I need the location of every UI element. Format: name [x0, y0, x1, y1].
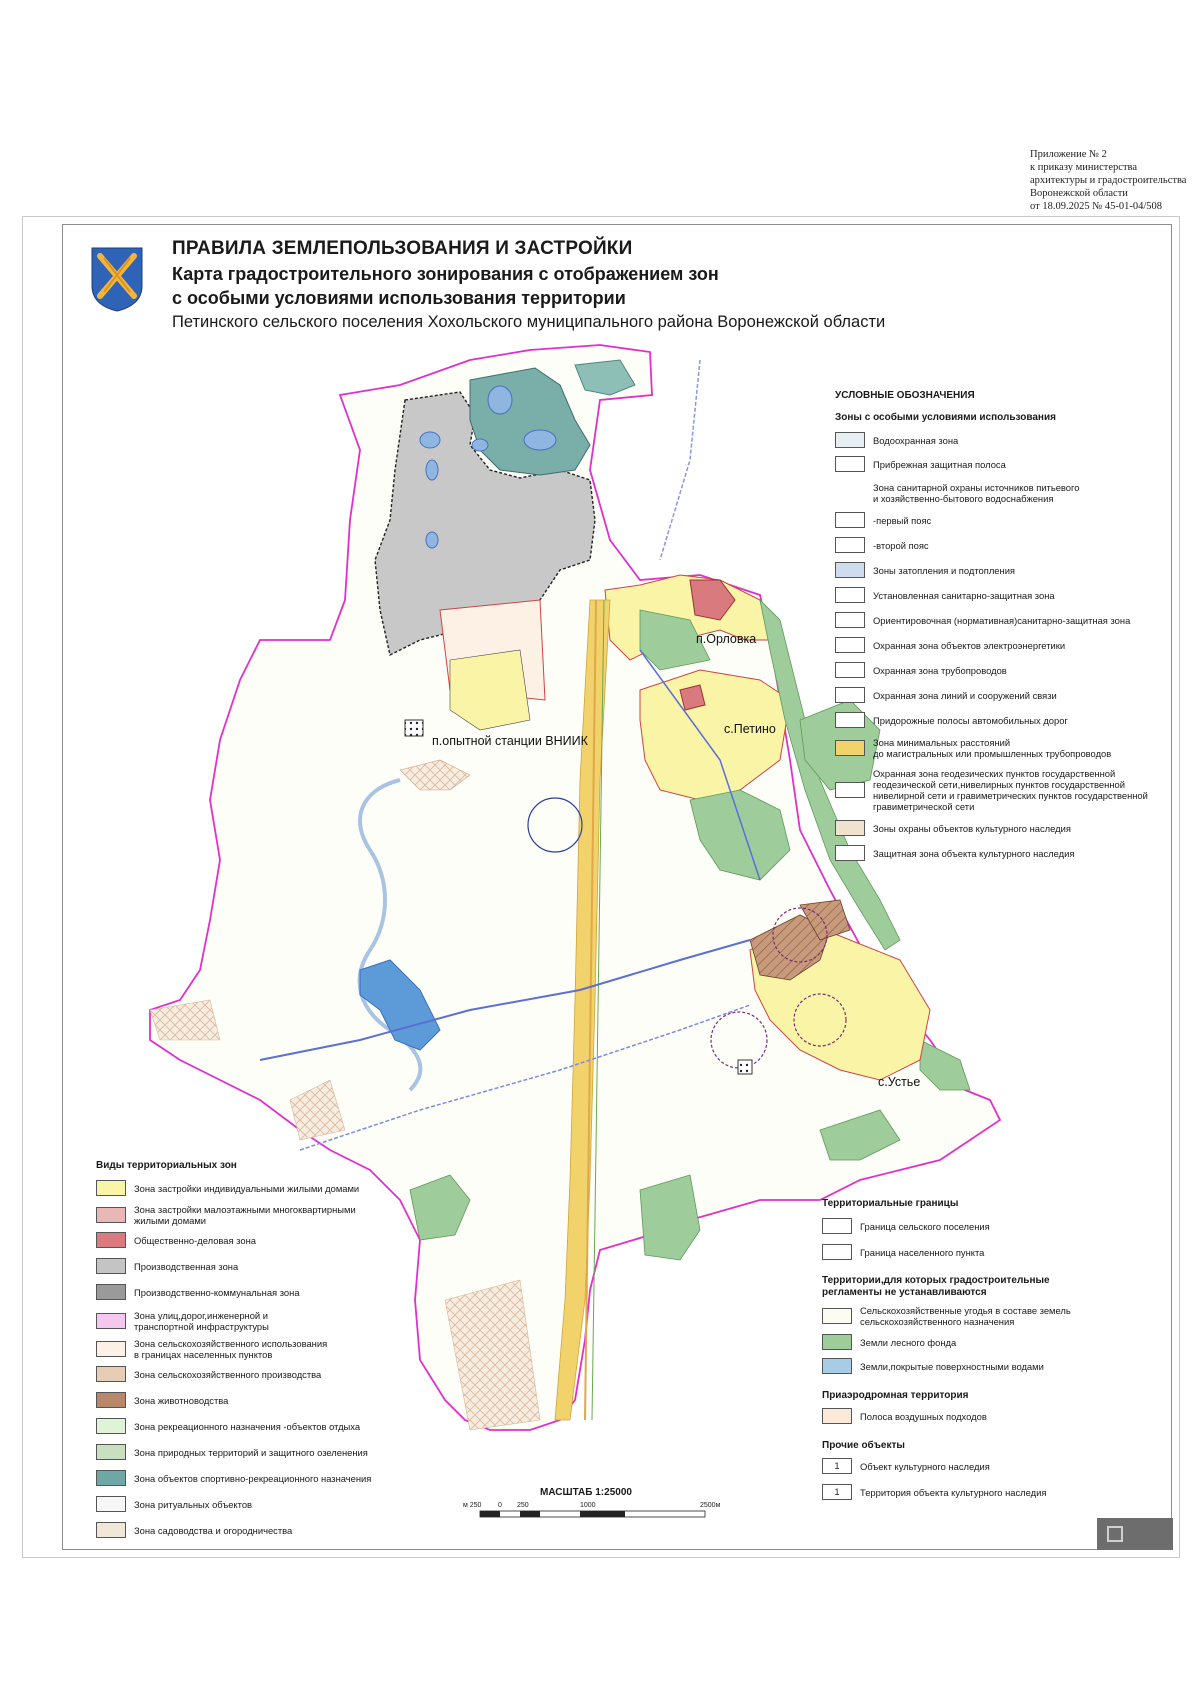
- legend-label: Зона природных территорий и защитного озеленения: [134, 1446, 368, 1458]
- legend-swatch: [96, 1232, 126, 1248]
- legend-title: УСЛОВНЫЕ ОБОЗНАЧЕНИЯ: [835, 390, 975, 401]
- legend-label: Производственно-коммунальная зона: [134, 1286, 300, 1298]
- legend-item: [96, 1310, 269, 1332]
- scale-title: МАСШТАБ 1:25000: [540, 1487, 632, 1498]
- legend-item: [822, 1358, 1044, 1374]
- legend-swatch: [96, 1444, 126, 1460]
- legend-label: Зона объектов спортивно-рекреационного назначения: [134, 1472, 372, 1484]
- legend-swatch: [835, 432, 865, 448]
- coat-of-arms: [90, 246, 144, 312]
- legend-item: [835, 537, 929, 553]
- legend-swatch: [96, 1313, 126, 1329]
- legend-item: [96, 1232, 256, 1248]
- legend-item: [835, 512, 931, 528]
- legend-swatch: [96, 1392, 126, 1408]
- place-label-ustye: с.Устье: [878, 1075, 921, 1089]
- legend-item: [835, 587, 1055, 603]
- legend-label: Зона минимальных расстояний до магистральных или промышленных трубопроводов: [873, 737, 1112, 759]
- legend-item: [96, 1470, 371, 1486]
- legend-swatch: [835, 485, 865, 501]
- legend-bounds-title: Территориальные границы: [822, 1198, 959, 1209]
- legend-swatch: 1: [822, 1484, 852, 1500]
- legend-label: Зона застройки малоэтажными многоквартирными жилыми домами: [134, 1204, 356, 1226]
- scale-label: м 250: [463, 1502, 482, 1509]
- legend-unregulated-title: Территории,для которых градостроительные регламенты не устанавливаются: [822, 1275, 1050, 1298]
- legend-label: Сельскохозяйственные угодья в составе земель сельскохозяйственного назначения: [860, 1305, 1071, 1327]
- legend-swatch: [835, 820, 865, 836]
- legend-label: Производственная зона: [134, 1260, 239, 1272]
- legend-item: [835, 820, 1071, 836]
- legend-swatch: [96, 1496, 126, 1512]
- legend-swatch: [822, 1358, 852, 1374]
- legend-label: Земли,покрытые поверхностными водами: [860, 1360, 1044, 1372]
- legend-label: Зона садоводства и огородничества: [134, 1524, 293, 1536]
- legend-label: Защитная зона объекта культурного наследия: [873, 847, 1075, 859]
- legend-label: -второй пояс: [873, 539, 929, 551]
- scale-label: 1000: [580, 1502, 596, 1509]
- legend-item: [822, 1218, 990, 1234]
- legend-label: Зона застройки индивидуальными жилыми домами: [134, 1182, 360, 1194]
- legend-item: [96, 1366, 321, 1382]
- legend-swatch: [835, 456, 865, 472]
- legend-item: [96, 1522, 292, 1538]
- legend-label: Прибрежная защитная полоса: [873, 458, 1006, 470]
- legend-swatch: [835, 612, 865, 628]
- legend-item: [96, 1444, 368, 1460]
- legend-label: Зоны охраны объектов культурного наследия: [873, 822, 1071, 834]
- legend-item: [96, 1204, 356, 1226]
- legend-swatch: [835, 687, 865, 703]
- legend-item: [835, 768, 1148, 812]
- legend-item: [835, 562, 1015, 578]
- legend-swatch: [96, 1341, 126, 1357]
- legend-item: [822, 1484, 1046, 1500]
- legend-swatch: [835, 587, 865, 603]
- legend-label: Ориентировочная (нормативная)санитарно-защитная зона: [873, 614, 1131, 626]
- map-subtitle: с особыми условиями использования территории: [172, 288, 626, 308]
- legend-item: [822, 1458, 990, 1474]
- legend-swatch: [96, 1522, 126, 1538]
- legend-swatch: [822, 1218, 852, 1234]
- page-title: ПРАВИЛА ЗЕМЛЕПОЛЬЗОВАНИЯ И ЗАСТРОЙКИ: [172, 238, 633, 259]
- legend-item: [96, 1418, 360, 1434]
- legend-item: [822, 1334, 956, 1350]
- legend-label: Зона животноводства: [134, 1394, 229, 1406]
- legend-swatch: [822, 1308, 852, 1324]
- legend-swatch: 1: [822, 1458, 852, 1474]
- legend-item: [96, 1258, 238, 1274]
- appendix-line: от 18.09.2025 № 45-01-04/508: [1030, 201, 1163, 212]
- legend-zones-title: Виды территориальных зон: [96, 1160, 237, 1171]
- legend-swatch: [822, 1408, 852, 1424]
- legend-swatch: [835, 845, 865, 861]
- legend-swatch: [835, 537, 865, 553]
- legend-subtitle: Зоны с особыми условиями использования: [835, 412, 1056, 423]
- legend-airfield-title: Приаэродромная территория: [822, 1390, 969, 1401]
- legend-swatch: [96, 1366, 126, 1382]
- legend-item: [835, 845, 1074, 861]
- legend-label: Полоса воздушных подходов: [860, 1410, 987, 1422]
- legend-item: [835, 432, 958, 448]
- appendix-line: архитектуры и градостроительства: [1030, 175, 1187, 186]
- legend-other-title: Прочие объекты: [822, 1440, 905, 1451]
- legend-item: [835, 687, 1057, 703]
- legend-item: [835, 456, 1006, 472]
- scale-bar: [480, 1511, 705, 1517]
- legend-swatch: [96, 1284, 126, 1300]
- appendix-line: к приказу министерства: [1030, 162, 1138, 173]
- legend-label: Зоны затопления и подтопления: [873, 564, 1016, 576]
- legend-swatch: [822, 1334, 852, 1350]
- legend-swatch: [96, 1418, 126, 1434]
- legend-item: [822, 1244, 984, 1260]
- digital-signature-stamp: [1097, 1518, 1173, 1550]
- legend-item: [822, 1305, 1071, 1327]
- place-label-orlovka: п.Орловка: [696, 632, 757, 646]
- scale-label: 250: [517, 1502, 529, 1509]
- legend-item: [835, 712, 1068, 728]
- legend-item: [96, 1392, 228, 1408]
- legend-swatch: [96, 1258, 126, 1274]
- legend-label: Территория объекта культурного наследия: [860, 1486, 1047, 1498]
- legend-label: -первый пояс: [873, 514, 932, 526]
- legend-label: Граница населенного пункта: [860, 1246, 985, 1258]
- legend-swatch: [96, 1207, 126, 1223]
- map-area-name: Петинского сельского поселения Хохольского муниципального района Воронежской области: [172, 313, 886, 331]
- legend-label: Охранная зона объектов электроэнергетики: [873, 639, 1066, 651]
- legend-swatch: [822, 1244, 852, 1260]
- place-label-vniik: п.опытной станции ВНИИК: [432, 734, 588, 748]
- legend-label: Объект культурного наследия: [860, 1460, 990, 1472]
- legend-label: Охранная зона трубопроводов: [873, 664, 1007, 676]
- legend-label: Граница сельского поселения: [860, 1220, 990, 1232]
- legend-label: Охранная зона геодезических пунктов государственной геодезической сети,нивелирных пунктов государственной нивелирной сети и гравиметрических пунктов государственной гравиметрической сети: [873, 768, 1148, 812]
- legend-label: Общественно-деловая зона: [134, 1234, 256, 1246]
- scale-label: 0: [498, 1502, 502, 1509]
- legend-item: [835, 482, 1079, 504]
- legend-label: Зона сельскохозяйственного производства: [134, 1368, 322, 1380]
- place-label-petino: с.Петино: [724, 722, 776, 736]
- legend-swatch: [835, 740, 865, 756]
- legend-item: [835, 737, 1111, 759]
- legend-label: Установленная санитарно-защитная зона: [873, 589, 1055, 601]
- legend-label: Придорожные полосы автомобильных дорог: [873, 714, 1068, 726]
- legend-swatch: [96, 1180, 126, 1196]
- legend-item: [835, 662, 1007, 678]
- legend-label: Зона рекреационного назначения -объектов отдыха: [134, 1420, 361, 1432]
- legend-swatch: [835, 562, 865, 578]
- appendix-line: Приложение № 2: [1030, 149, 1107, 160]
- map-subtitle: Карта градостроительного зонирования с отображением зон: [172, 264, 719, 284]
- legend-swatch: [835, 662, 865, 678]
- legend-label: Зона ритуальных объектов: [134, 1498, 253, 1510]
- legend-label: Зона санитарной охраны источников питьевого и хозяйственно-бытового водоснабжения: [873, 482, 1080, 504]
- legend-swatch: [835, 712, 865, 728]
- legend-swatch: [96, 1470, 126, 1486]
- legend-item: [835, 637, 1065, 653]
- legend-item: [96, 1338, 327, 1360]
- legend-swatch: [835, 637, 865, 653]
- legend-swatch: [835, 782, 865, 798]
- legend-label: Зона сельскохозяйственного использования в границах населенных пунктов: [134, 1338, 328, 1360]
- legend-item: [96, 1284, 300, 1300]
- legend-label: Охранная зона линий и сооружений связи: [873, 689, 1057, 701]
- legend-item: [822, 1408, 987, 1424]
- legend-item: [96, 1180, 359, 1196]
- scale-label: 2500м: [700, 1502, 721, 1509]
- legend-label: Земли лесного фонда: [860, 1336, 957, 1348]
- legend-label: Водоохранная зона: [873, 434, 959, 446]
- legend-item: [96, 1496, 252, 1512]
- legend-item: [835, 612, 1130, 628]
- legend-swatch: [835, 512, 865, 528]
- legend-label: Зона улиц,дорог,инженерной и транспортной инфраструктуры: [134, 1310, 269, 1332]
- appendix-line: Воронежской области: [1030, 188, 1128, 199]
